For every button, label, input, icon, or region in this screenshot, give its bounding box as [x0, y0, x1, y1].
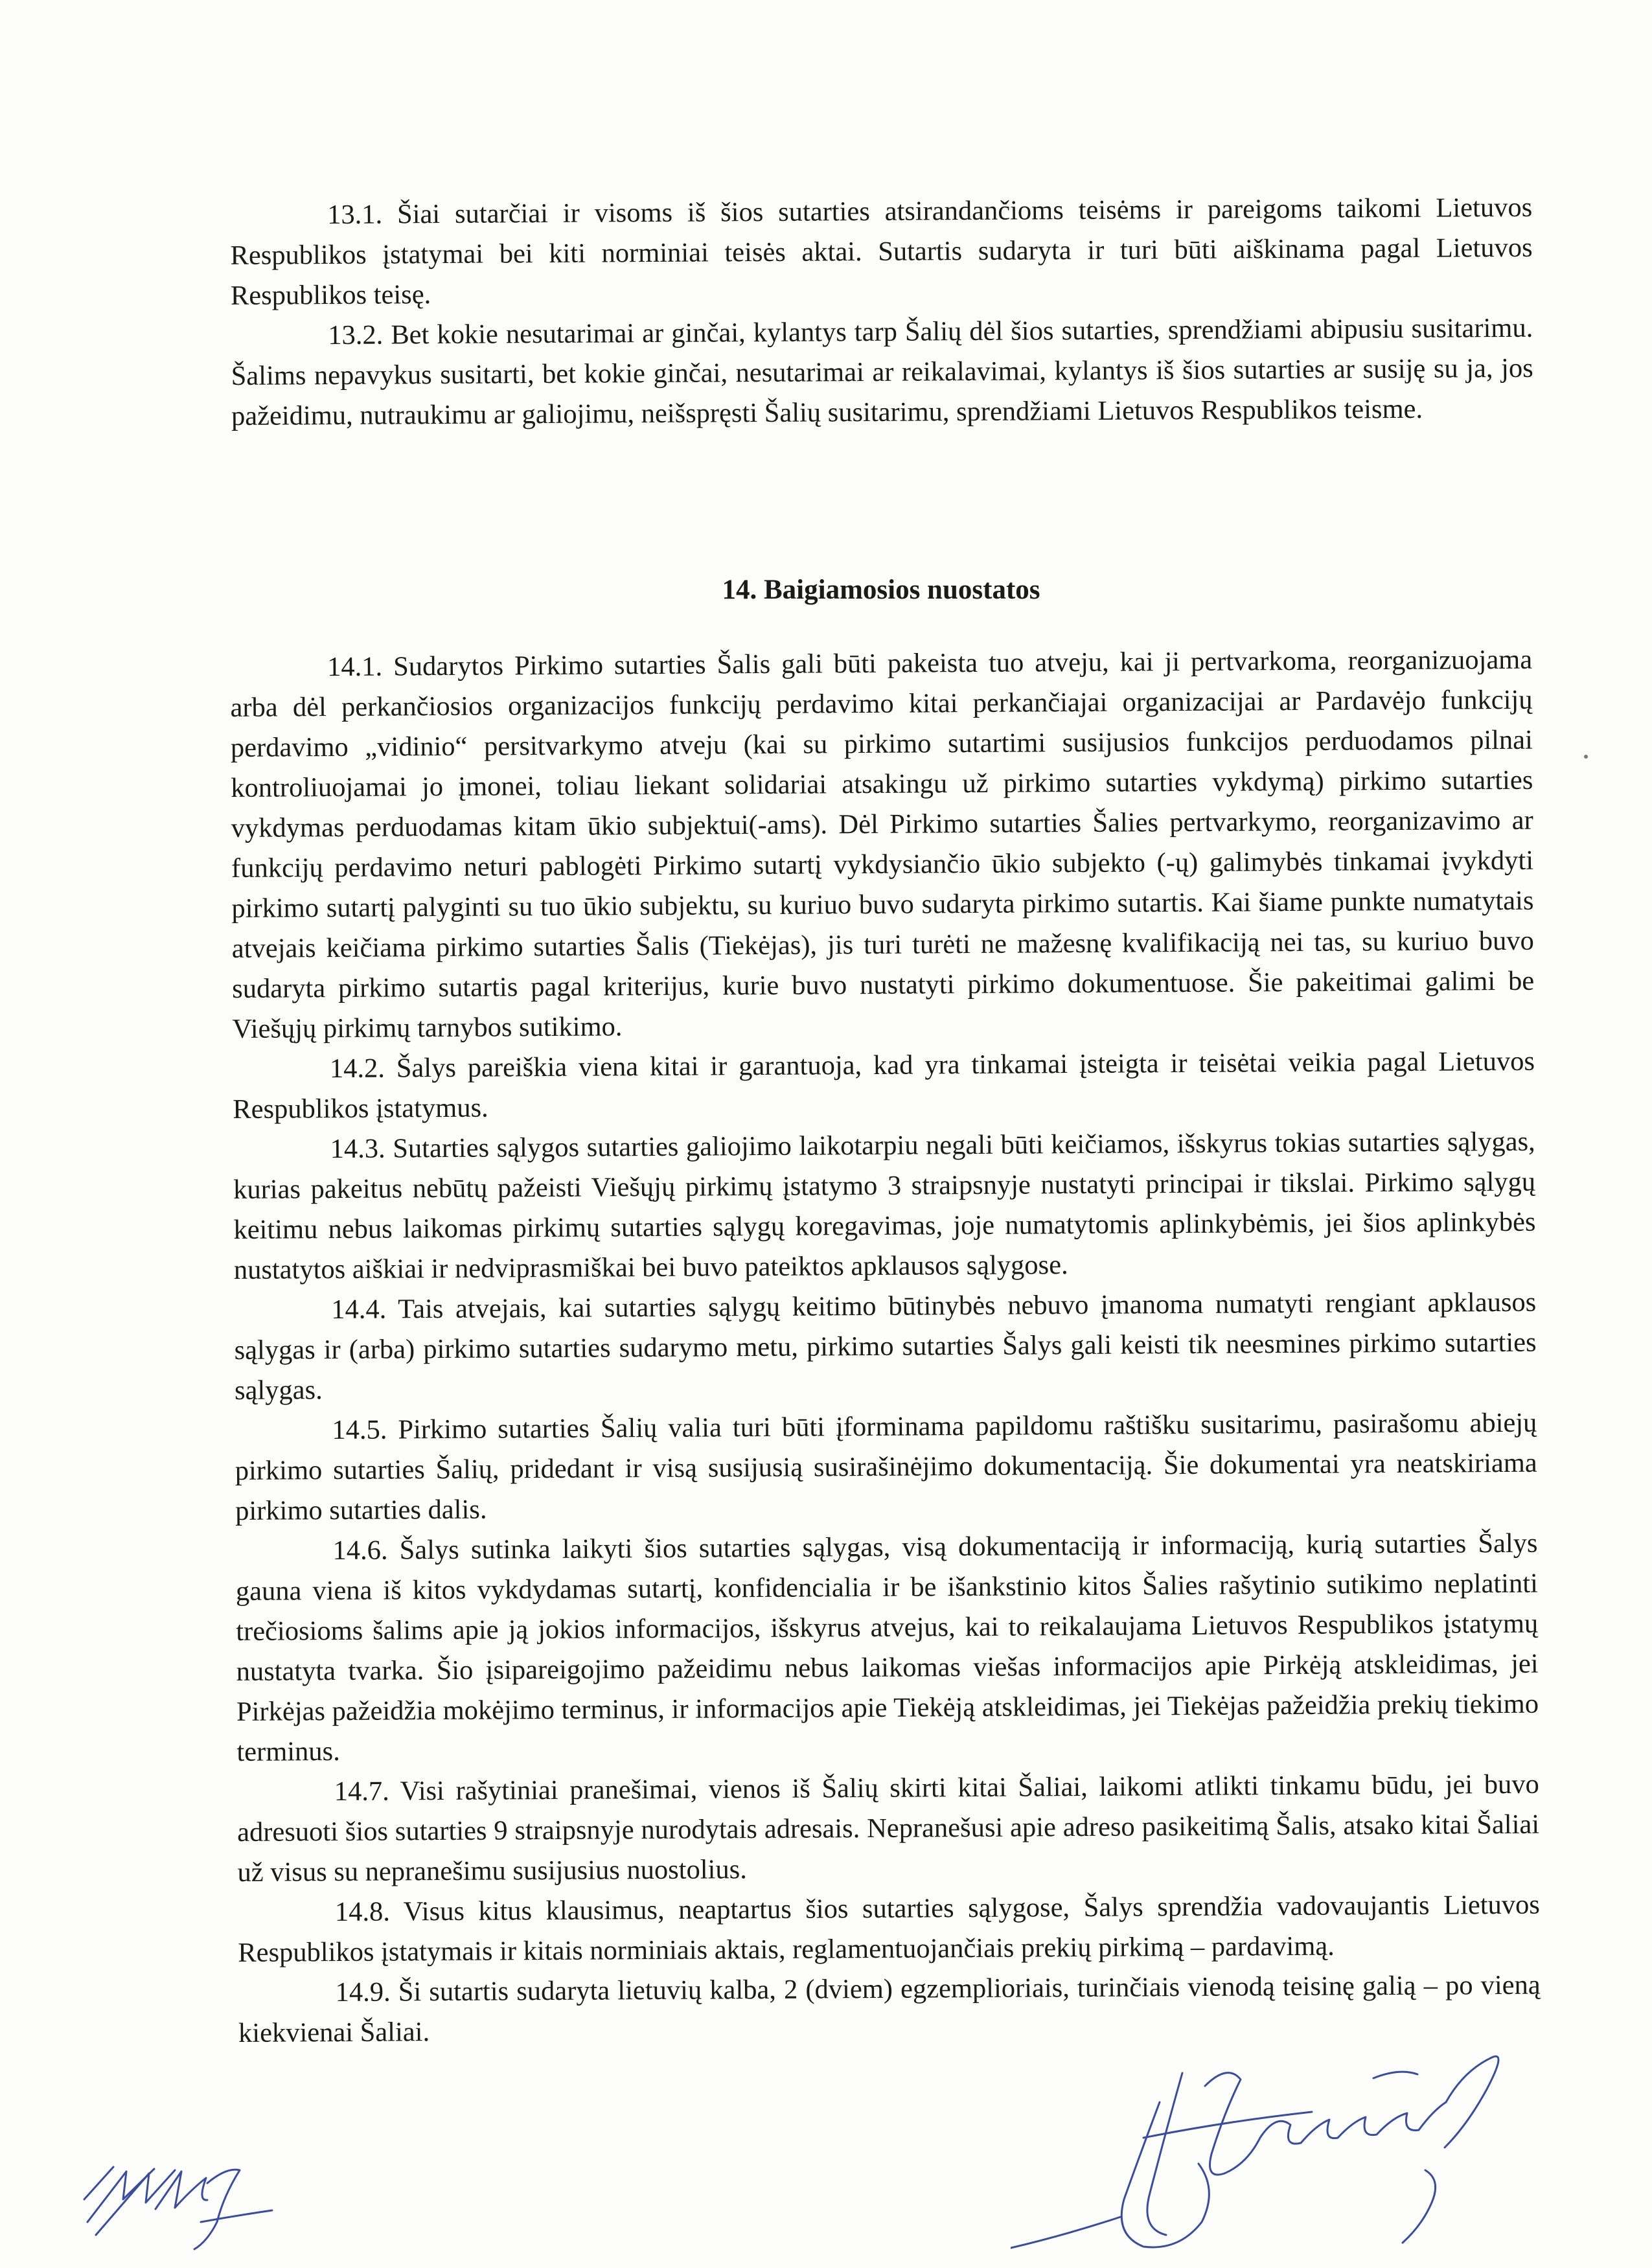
clause-14-9: 14.9. Ši sutartis sudaryta lietuvių kalba, 2 (dviem) egzemplioriais, turinčiais vienodą teisinę galią – po vieną kiekvienai Šaliai.	[238, 1969, 1541, 2048]
clause-13-2: 13.2. Bet kokie nesutarimai ar ginčai, kylantys tarp Šalių dėl šios sutarties, sprendžiami abipusiu susitarimu. Šalims nepavykus susitarti, bet kokie ginčai, nesutarimai ar reikalavimai, kylantys iš šios sutarties ar susiję su ja, jos pažeidimu, nutraukimu ar galiojimu, neišspręsti Šalių susitarimu, sprendžiami Lietuvos Respublikos teisme.	[231, 312, 1533, 431]
section-14-heading: 14. Baigiamosios nuostatos	[722, 575, 1040, 605]
clause-14-1: 14.1. Sudarytos Pirkimo sutarties Šalis gali būti pakeista tuo atveju, kai ji pertvarkoma, reorganizuojama arba dėl perkančiosios organizacijos funkcijų perdavimo kitai perkančiajai organizacijai ar Pardavėjo funkcijų perdavimo „vidinio“ persitvarkymo atveju (kai su pirkimo sutartimi susijusios funkcijos perduodamos pilnai kontroliuojamai jo įmonei, toliau liekant solidariai atsakingu už pirkimo sutarties vykdymą) pirkimo sutarties vykdymas perduodamas kitam ūkio subjektui(-ams). Dėl Pirkimo sutarties Šalies pertvarkymo, reorganizavimo ar funkcijų perdavimo neturi pablogėti Pirkimo sutartį vykdysiančio ūkio subjekto (-ų) galimybės tinkamai įvykdyti pirkimo sutartį palyginti su tuo ūkio subjektu, su kuriuo buvo sudaryta pirkimo sutartis. Kai šiame punkte numatytais atvejais keičiama pirkimo sutarties Šalis (Tiekėjas), jis turi turėti ne mažesnę kvalifikaciją nei tas, su kuriuo buvo sudaryta pirkimo sutartis pagal kriterijus, kurie buvo nustatyti pirkimo dokumentuose. Šie pakeitimai galimi be Viešųjų pirkimų tarnybos sutikimo.	[230, 644, 1535, 1044]
section-13-body	[230, 188, 1533, 437]
clause-13-1: 13.1. Šiai sutarčiai ir visoms iš šios sutarties atsirandančioms teisėms ir pareigoms taikomi Lietuvos Respublikos įstatymai bei kiti norminiai teisės aktai. Sutartis sudaryta ir turi būti aiškinama pagal Lietuvos Respublikos teisę.	[230, 192, 1533, 311]
clause-14-5: 14.5. Pirkimo sutarties Šalių valia turi būti įforminama papildomu raštišku susitarimu, pasirašomu abiejų pirkimo sutarties Šalių, pridedant ir visą susijusią susirašinėjimo dokumentaciją. Šie dokumentai yra neatskiriama pirkimo sutarties dalis.	[235, 1407, 1537, 1526]
clause-14-6: 14.6. Šalys sutinka laikyti šios sutarties sąlygas, visą dokumentaciją ir informaciją, kurią sutarties Šalys gauna viena iš kitos vykdydamas sutartį, konfidencialia ir be išankstinio kitos Šalies rašytinio sutikimo neplatinti trečiosioms šalims apie ją jokios informacijos, išskyrus atvejus, kai to reikalaujama Lietuvos Respublikos įstatymų nustatyta tvarka. Šio įsipareigojimo pažeidimu nebus laikomas viešas informacijos apie Pirkėją atskleidimas, jei Pirkėjas pažeidžia mokėjimo terminus, ir informacijos apie Tiekėją atskleidimas, jei Tiekėjas pažeidžia prekių tiekimo terminus.	[235, 1528, 1539, 1767]
handwritten-signature-icon	[1011, 2041, 1542, 2264]
clause-14-3: 14.3. Sutarties sąlygos sutarties galiojimo laikotarpiu negali būti keičiamos, išskyrus tokias sutarties sąlygas, kurias pakeitus nebūtų pažeisti Viešųjų pirkimų įstatymo 3 straipsnyje nustatyti principai ir tikslai. Pirkimo sąlygų keitimu nebus laikomas pirkimų sutarties sąlygų koregavimas, joje numatytomis aplinkybėmis, jei šios aplinkybės nustatytos aiškiai ir nedviprasmiškai bei buvo pateiktos apklausos sąlygose.	[233, 1126, 1536, 1285]
clause-14-2: 14.2. Šalys pareiškia viena kitai ir garantuoja, kad yra tinkamai įsteigta ir teisėtai veikia pagal Lietuvos Respublikos įstatymus.	[233, 1046, 1535, 1125]
initials-signature-icon	[78, 2138, 279, 2258]
clause-14-8: 14.8. Visus kitus klausimus, neaptartus šios sutarties sąlygose, Šalys sprendžia vadovaujantis Lietuvos Respublikos įstatymais ir kitais norminiais aktais, reglamentuojančiais prekių pirkimą – pardavimą.	[238, 1889, 1541, 1968]
scan-speck	[1584, 755, 1588, 759]
section-14-body	[230, 640, 1541, 2054]
clause-14-4: 14.4. Tais atvejais, kai sutarties sąlygų keitimo būtinybės nebuvo įmanoma numatyti rengiant apklausos sąlygas ir (arba) pirkimo sutarties sudarymo metu, pirkimo sutarties Šalys gali keisti tik neesmines pirkimo sutarties sąlygas.	[234, 1287, 1537, 1406]
clause-14-7: 14.7. Visi rašytiniai pranešimai, vienos iš Šalių skirti kitai Šaliai, laikomi atlikti tinkamu būdu, jei buvo adresuoti šios sutarties 9 straipsnyje nurodytais adresais. Nepranešusi apie adreso pasikeitimą Šalis, atsako kitai Šaliai už visus su nepranešimu susijusius nuostolius.	[237, 1769, 1540, 1888]
